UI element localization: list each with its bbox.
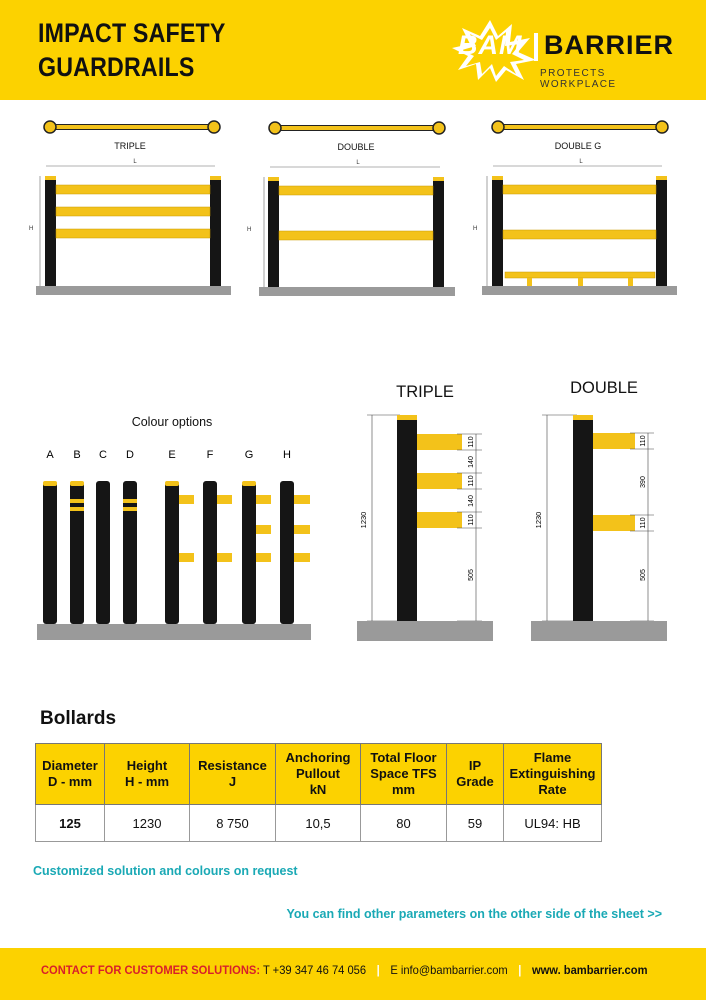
footer-separator: | bbox=[518, 963, 522, 977]
title-line-2: GUARDRAILS bbox=[38, 52, 195, 82]
dim-total: 1230 bbox=[359, 511, 368, 529]
contact-email[interactable]: E info@bambarrier.com bbox=[390, 963, 508, 977]
logo-tagline: PROTECTS WORKPLACE bbox=[540, 68, 617, 90]
guardrail-drawings bbox=[0, 100, 706, 420]
option-letter-a: A bbox=[46, 449, 54, 461]
colour-options-title: Colour options bbox=[131, 415, 213, 429]
col-ip-grade: IP Grade bbox=[447, 744, 504, 805]
top-view-rail bbox=[269, 122, 445, 134]
option-letter-g: G bbox=[244, 449, 254, 461]
cell-anchoring: 10,5 bbox=[276, 805, 361, 842]
contact-website[interactable]: www. bambarrier.com bbox=[531, 963, 648, 977]
logo-divider bbox=[534, 33, 538, 61]
option-letter-e: E bbox=[168, 449, 176, 461]
col-diameter: Diameter D - mm bbox=[36, 744, 105, 805]
top-view-rail bbox=[44, 121, 220, 133]
dim-length: L bbox=[579, 159, 583, 165]
cell-flame-rate: UL94: HB bbox=[504, 805, 602, 842]
cell-height: 1230 bbox=[105, 805, 190, 842]
cell-floor-space: 80 bbox=[361, 805, 447, 842]
dim-length: L bbox=[133, 159, 137, 165]
dim-height: H bbox=[29, 226, 34, 232]
dim-rail-1: 110 bbox=[640, 435, 647, 447]
profile-triple bbox=[352, 375, 502, 645]
table-header-row bbox=[36, 744, 602, 805]
dim-total: 1230 bbox=[534, 511, 543, 529]
profile-double bbox=[527, 375, 677, 645]
col-flame-rate: Flame Extinguishing Rate bbox=[504, 744, 602, 805]
col-resistance: Resistance J bbox=[190, 744, 276, 805]
dim-rail-2: 110 bbox=[468, 475, 475, 487]
col-height: Height H - mm bbox=[105, 744, 190, 805]
guardrail-double bbox=[247, 122, 455, 296]
custom-solution-note: Customized solution and colours on request bbox=[33, 864, 298, 878]
top-view-rail bbox=[492, 121, 668, 133]
dim-height: H bbox=[247, 227, 252, 233]
contact-phone[interactable]: T +39 347 46 74 056 bbox=[262, 963, 367, 977]
dim-rail-3: 110 bbox=[468, 514, 475, 526]
bollards-spec-table bbox=[35, 743, 602, 842]
footer-separator: | bbox=[376, 963, 380, 977]
other-side-link[interactable]: You can find other parameters on the other side of the sheet >> bbox=[286, 907, 662, 921]
footer-band bbox=[0, 948, 706, 1000]
dim-gap-1: 390 bbox=[640, 476, 647, 488]
dim-base: 505 bbox=[468, 569, 475, 581]
guardrail-triple bbox=[29, 121, 231, 295]
title-line-1: IMPACT SAFETY bbox=[38, 18, 226, 48]
table-row bbox=[36, 805, 602, 842]
col-floor-space: Total Floor Space TFS mm bbox=[361, 744, 447, 805]
footer-contact bbox=[41, 963, 648, 977]
profile-title: DOUBLE bbox=[570, 379, 638, 397]
cell-ip-grade: 59 bbox=[447, 805, 504, 842]
dim-gap-1: 140 bbox=[468, 456, 475, 468]
guardrail-double-g bbox=[473, 121, 677, 295]
dim-height: H bbox=[473, 226, 478, 232]
dim-rail-2: 110 bbox=[640, 517, 647, 529]
logo-word-barrier: BARRIER bbox=[544, 30, 675, 60]
dim-gap-2: 140 bbox=[468, 495, 475, 507]
cell-resistance: 8 750 bbox=[190, 805, 276, 842]
guardrail-label: TRIPLE bbox=[114, 141, 146, 151]
brand-logo bbox=[456, 18, 676, 90]
page-title bbox=[38, 16, 226, 84]
option-letter-b: B bbox=[73, 449, 81, 461]
cell-diameter: 125 bbox=[36, 805, 105, 842]
profile-title: TRIPLE bbox=[396, 383, 454, 401]
col-anchoring: Anchoring Pullout kN bbox=[276, 744, 361, 805]
option-letter-c: C bbox=[99, 449, 107, 461]
colour-options bbox=[20, 405, 320, 655]
guardrail-label: DOUBLE G bbox=[554, 141, 602, 151]
dim-base: 505 bbox=[640, 569, 647, 581]
header-band bbox=[0, 0, 706, 100]
option-letter-d: D bbox=[126, 449, 134, 461]
dim-length: L bbox=[356, 160, 360, 166]
contact-label: CONTACT FOR CUSTOMER SOLUTIONS: bbox=[41, 963, 261, 977]
dim-rail-1: 110 bbox=[468, 436, 475, 448]
logo-word-bam: BAM bbox=[458, 30, 523, 60]
guardrail-label: DOUBLE bbox=[337, 142, 375, 152]
option-letter-f: F bbox=[206, 449, 214, 461]
bollards-title: Bollards bbox=[40, 708, 117, 729]
option-letter-h: H bbox=[283, 449, 291, 461]
